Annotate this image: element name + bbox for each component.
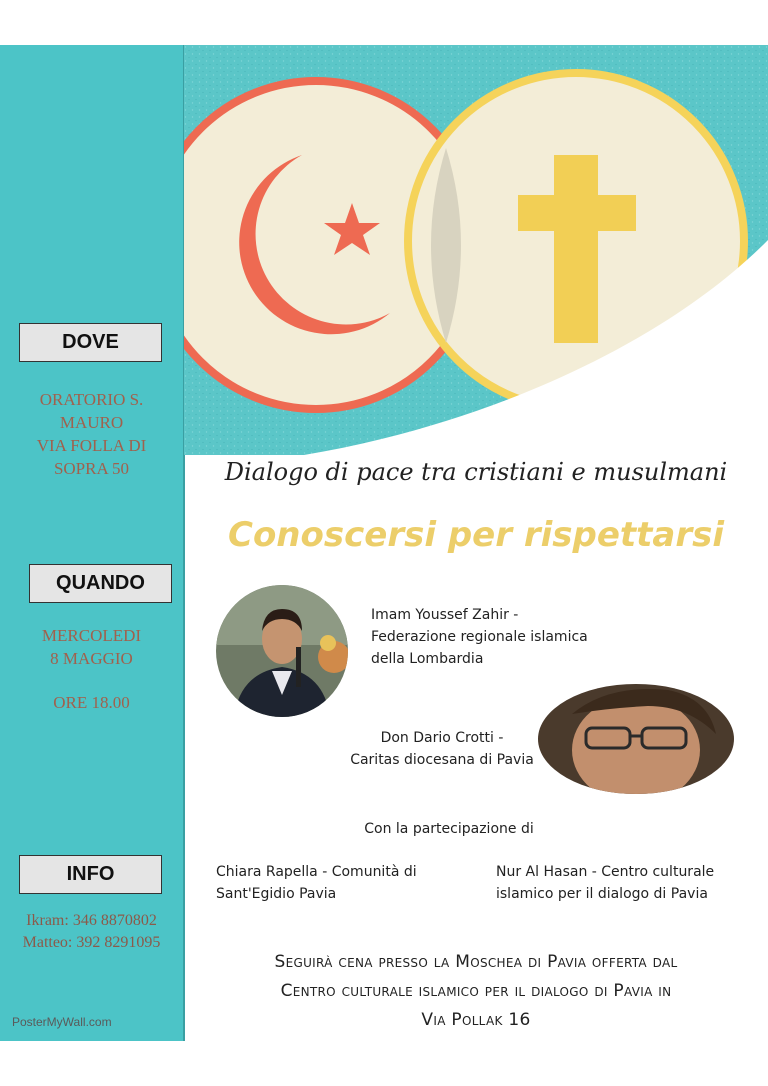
speaker1-role: della Lombardia <box>371 651 484 667</box>
speaker2-name: Don Dario Crotti - <box>380 730 504 746</box>
dinner-line: Centro culturale islamico per il dialogo di Pavia in <box>280 981 672 1001</box>
date-text <box>0 624 183 670</box>
location-text <box>0 388 183 480</box>
participation-heading: Con la partecipazione di <box>364 821 534 837</box>
dinner-line: Via Pollak 16 <box>421 1010 531 1030</box>
event-title: Conoscersi per rispettarsi <box>228 515 724 555</box>
time-text: ORE 18.00 <box>53 693 130 712</box>
hero-illustration <box>184 45 768 455</box>
guest2-line: islamico per il dialogo di Pavia <box>496 886 708 902</box>
dinner-line: Seguirà cena presso la Moschea di Pavia offerta dal <box>274 952 678 972</box>
speaker1-info <box>371 604 588 670</box>
contact-matteo: Matteo: 392 8291095 <box>22 934 161 951</box>
speaker2-role: Caritas diocesana di Pavia <box>350 752 534 768</box>
location-line: MAURO <box>59 413 124 432</box>
info-label: INFO <box>19 855 162 894</box>
location-line: ORATORIO S. <box>39 390 144 409</box>
speaker2-photo <box>538 684 734 794</box>
guest1-line: Sant'Egidio Pavia <box>216 886 337 902</box>
dove-label: DOVE <box>19 323 162 362</box>
contact-list <box>0 910 183 954</box>
location-line: VIA FOLLA DI <box>36 436 147 455</box>
speaker1-photo <box>216 585 348 717</box>
date-line: 8 MAGGIO <box>50 649 133 668</box>
hero-svg <box>184 45 768 455</box>
speaker1-name: Imam Youssef Zahir - <box>371 607 519 623</box>
location-line: SOPRA 50 <box>53 459 130 478</box>
speaker2-info <box>342 727 542 771</box>
guest1-info <box>216 861 417 905</box>
guest2-line: Nur Al Hasan - Centro culturale <box>496 864 715 880</box>
speaker1-role: Federazione regionale islamica <box>371 629 588 645</box>
contact-ikram: Ikram: 346 8870802 <box>26 912 157 929</box>
watermark: PosterMyWall.com <box>12 1015 112 1029</box>
event-subtitle: Dialogo di pace tra cristiani e musulmani <box>224 458 728 486</box>
guest2-info <box>496 861 714 905</box>
guest1-line: Chiara Rapella - Comunità di <box>216 864 417 880</box>
dinner-note <box>184 948 768 1035</box>
quando-label: QUANDO <box>29 564 172 603</box>
date-line: MERCOLEDI <box>41 626 142 645</box>
